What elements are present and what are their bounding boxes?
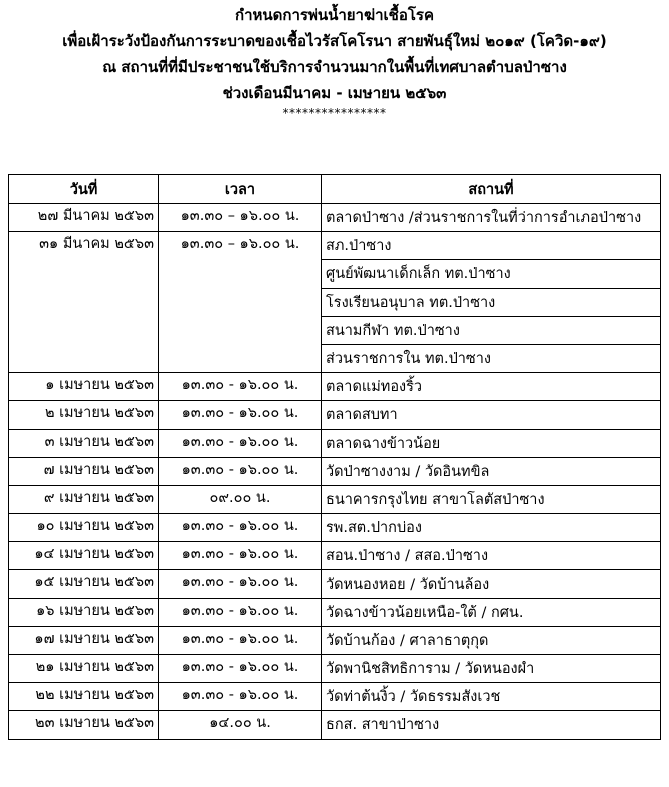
table-row (9, 401, 661, 429)
time-cell: ๑๓.๓๐ - ๑๖.๐๐ น. (159, 655, 322, 683)
place-cell: ตลาดป่าซาง /ส่วนราชการในที่ว่าการอำเภอป่าซาง (322, 204, 661, 232)
place-cell: ธนาคารกรุงไทย สาขาโลตัสป่าซาง (322, 485, 661, 513)
column-header-place: สถานที่ (322, 175, 661, 204)
date-cell: ๑๗ เมษายน ๒๕๖๓ (9, 626, 159, 654)
time-cell: ๑๓.๓๐ - ๑๖.๐๐ น. (159, 683, 322, 711)
time-cell: ๐๙.๐๐ น. (159, 485, 322, 513)
table-row (9, 373, 661, 401)
date-cell: ๒๗ มีนาคม ๒๕๖๓ (9, 204, 159, 232)
place-cell: รพ.สต.ปากบ่อง (322, 514, 661, 542)
place-cell: วัดท่าต้นงิ้ว / วัดธรรมสังเวช (322, 683, 661, 711)
time-cell: ๑๓.๓๐ – ๑๖.๐๐ น. (159, 204, 322, 232)
time-cell: ๑๓.๓๐ - ๑๖.๐๐ น. (159, 570, 322, 598)
time-cell: ๑๔.๐๐ น. (159, 711, 322, 739)
table-row (9, 204, 661, 232)
table-row (9, 711, 661, 739)
place-cell: ตลาดสบทา (322, 401, 661, 429)
title-line-1: กำหนดการพ่นน้ำยาฆ่าเชื้อโรค (235, 6, 434, 24)
title-line-4: ช่วงเดือนมีนาคม - เมษายน ๒๕๖๓ (222, 84, 447, 102)
date-cell: ๙ เมษายน ๒๕๖๓ (9, 485, 159, 513)
table-row (9, 598, 661, 626)
date-cell: ๑ เมษายน ๒๕๖๓ (9, 373, 159, 401)
date-cell: ๒๓ เมษายน ๒๕๖๓ (9, 711, 159, 739)
date-cell: ๑๕ เมษายน ๒๕๖๓ (9, 570, 159, 598)
date-cell: ๒๒ เมษายน ๒๕๖๓ (9, 683, 159, 711)
table-row (9, 683, 661, 711)
time-cell: ๑๓.๓๐ – ๑๖.๐๐ น. (159, 232, 322, 373)
place-cell: ธกส. สาขาป่าซาง (322, 711, 661, 739)
schedule-table (8, 174, 661, 740)
title-line-2: เพื่อเฝ้าระวังป้องกันการระบาดของเชื้อไวรัสโคโรนา สายพันธุ์ใหม่ ๒๐๑๙ (โควิด-๑๙) (62, 32, 607, 50)
table-row (9, 457, 661, 485)
time-cell: ๑๓.๓๐ - ๑๖.๐๐ น. (159, 401, 322, 429)
date-cell: ๓ เมษายน ๒๕๖๓ (9, 429, 159, 457)
date-cell: ๑๐ เมษายน ๒๕๖๓ (9, 514, 159, 542)
title-line-3: ณ สถานที่ที่มีประชาชนใช้บริการจำนวนมากในพื้นที่เทศบาลตำบลป่าซาง (102, 58, 567, 76)
time-cell: ๑๓.๓๐ - ๑๖.๐๐ น. (159, 429, 322, 457)
time-cell: ๑๓.๓๐ - ๑๖.๐๐ น. (159, 598, 322, 626)
table-row (9, 514, 661, 542)
column-header-date: วันที่ (9, 175, 159, 204)
place-cell: วัดป่าซางงาม / วัดอินทขิล (322, 457, 661, 485)
place-cell: วัดฉางข้าวน้อยเหนือ-ใต้ / กศน. (322, 598, 661, 626)
table-row (9, 232, 661, 260)
place-cell: สนามกีฬา ทต.ป่าซาง (322, 316, 661, 344)
time-cell: ๑๓.๓๐ - ๑๖.๐๐ น. (159, 457, 322, 485)
table-row (9, 626, 661, 654)
place-cell: ตลาดฉางข้าวน้อย (322, 429, 661, 457)
place-cell: โรงเรียนอนุบาล ทต.ป่าซาง (322, 288, 661, 316)
table-row (9, 570, 661, 598)
place-cell: วัดหนองหอย / วัดบ้านล้อง (322, 570, 661, 598)
date-cell: ๗ เมษายน ๒๕๖๓ (9, 457, 159, 485)
date-cell: ๒๑ เมษายน ๒๕๖๓ (9, 655, 159, 683)
table-header-row (9, 175, 661, 204)
date-cell: ๑๔ เมษายน ๒๕๖๓ (9, 542, 159, 570)
place-cell: ศูนย์พัฒนาเด็กเล็ก ทต.ป่าซาง (322, 260, 661, 288)
date-cell: ๑๖ เมษายน ๒๕๖๓ (9, 598, 159, 626)
star-divider: **************** (282, 106, 387, 120)
column-header-time: เวลา (159, 175, 322, 204)
place-cell: ส่วนราชการใน ทต.ป่าซาง (322, 344, 661, 372)
place-cell: วัดพานิชสิทธิการาม / วัดหนองผำ (322, 655, 661, 683)
date-cell: ๒ เมษายน ๒๕๖๓ (9, 401, 159, 429)
table-row (9, 655, 661, 683)
place-cell: วัดบ้านก้อง / ศาลาธาตุกุด (322, 626, 661, 654)
table-row (9, 485, 661, 513)
time-cell: ๑๓.๓๐ - ๑๖.๐๐ น. (159, 626, 322, 654)
table-row (9, 429, 661, 457)
time-cell: ๑๓.๓๐ - ๑๖.๐๐ น. (159, 514, 322, 542)
time-cell: ๑๓.๓๐ - ๑๖.๐๐ น. (159, 542, 322, 570)
place-cell: ตลาดแม่ทองริ้ว (322, 373, 661, 401)
place-cell: สภ.ป่าซาง (322, 232, 661, 260)
place-cell: สอน.ป่าซาง / สสอ.ป่าซาง (322, 542, 661, 570)
time-cell: ๑๓.๓๐ - ๑๖.๐๐ น. (159, 373, 322, 401)
date-cell: ๓๑ มีนาคม ๒๕๖๓ (9, 232, 159, 373)
document-header (0, 0, 669, 120)
table-row (9, 542, 661, 570)
